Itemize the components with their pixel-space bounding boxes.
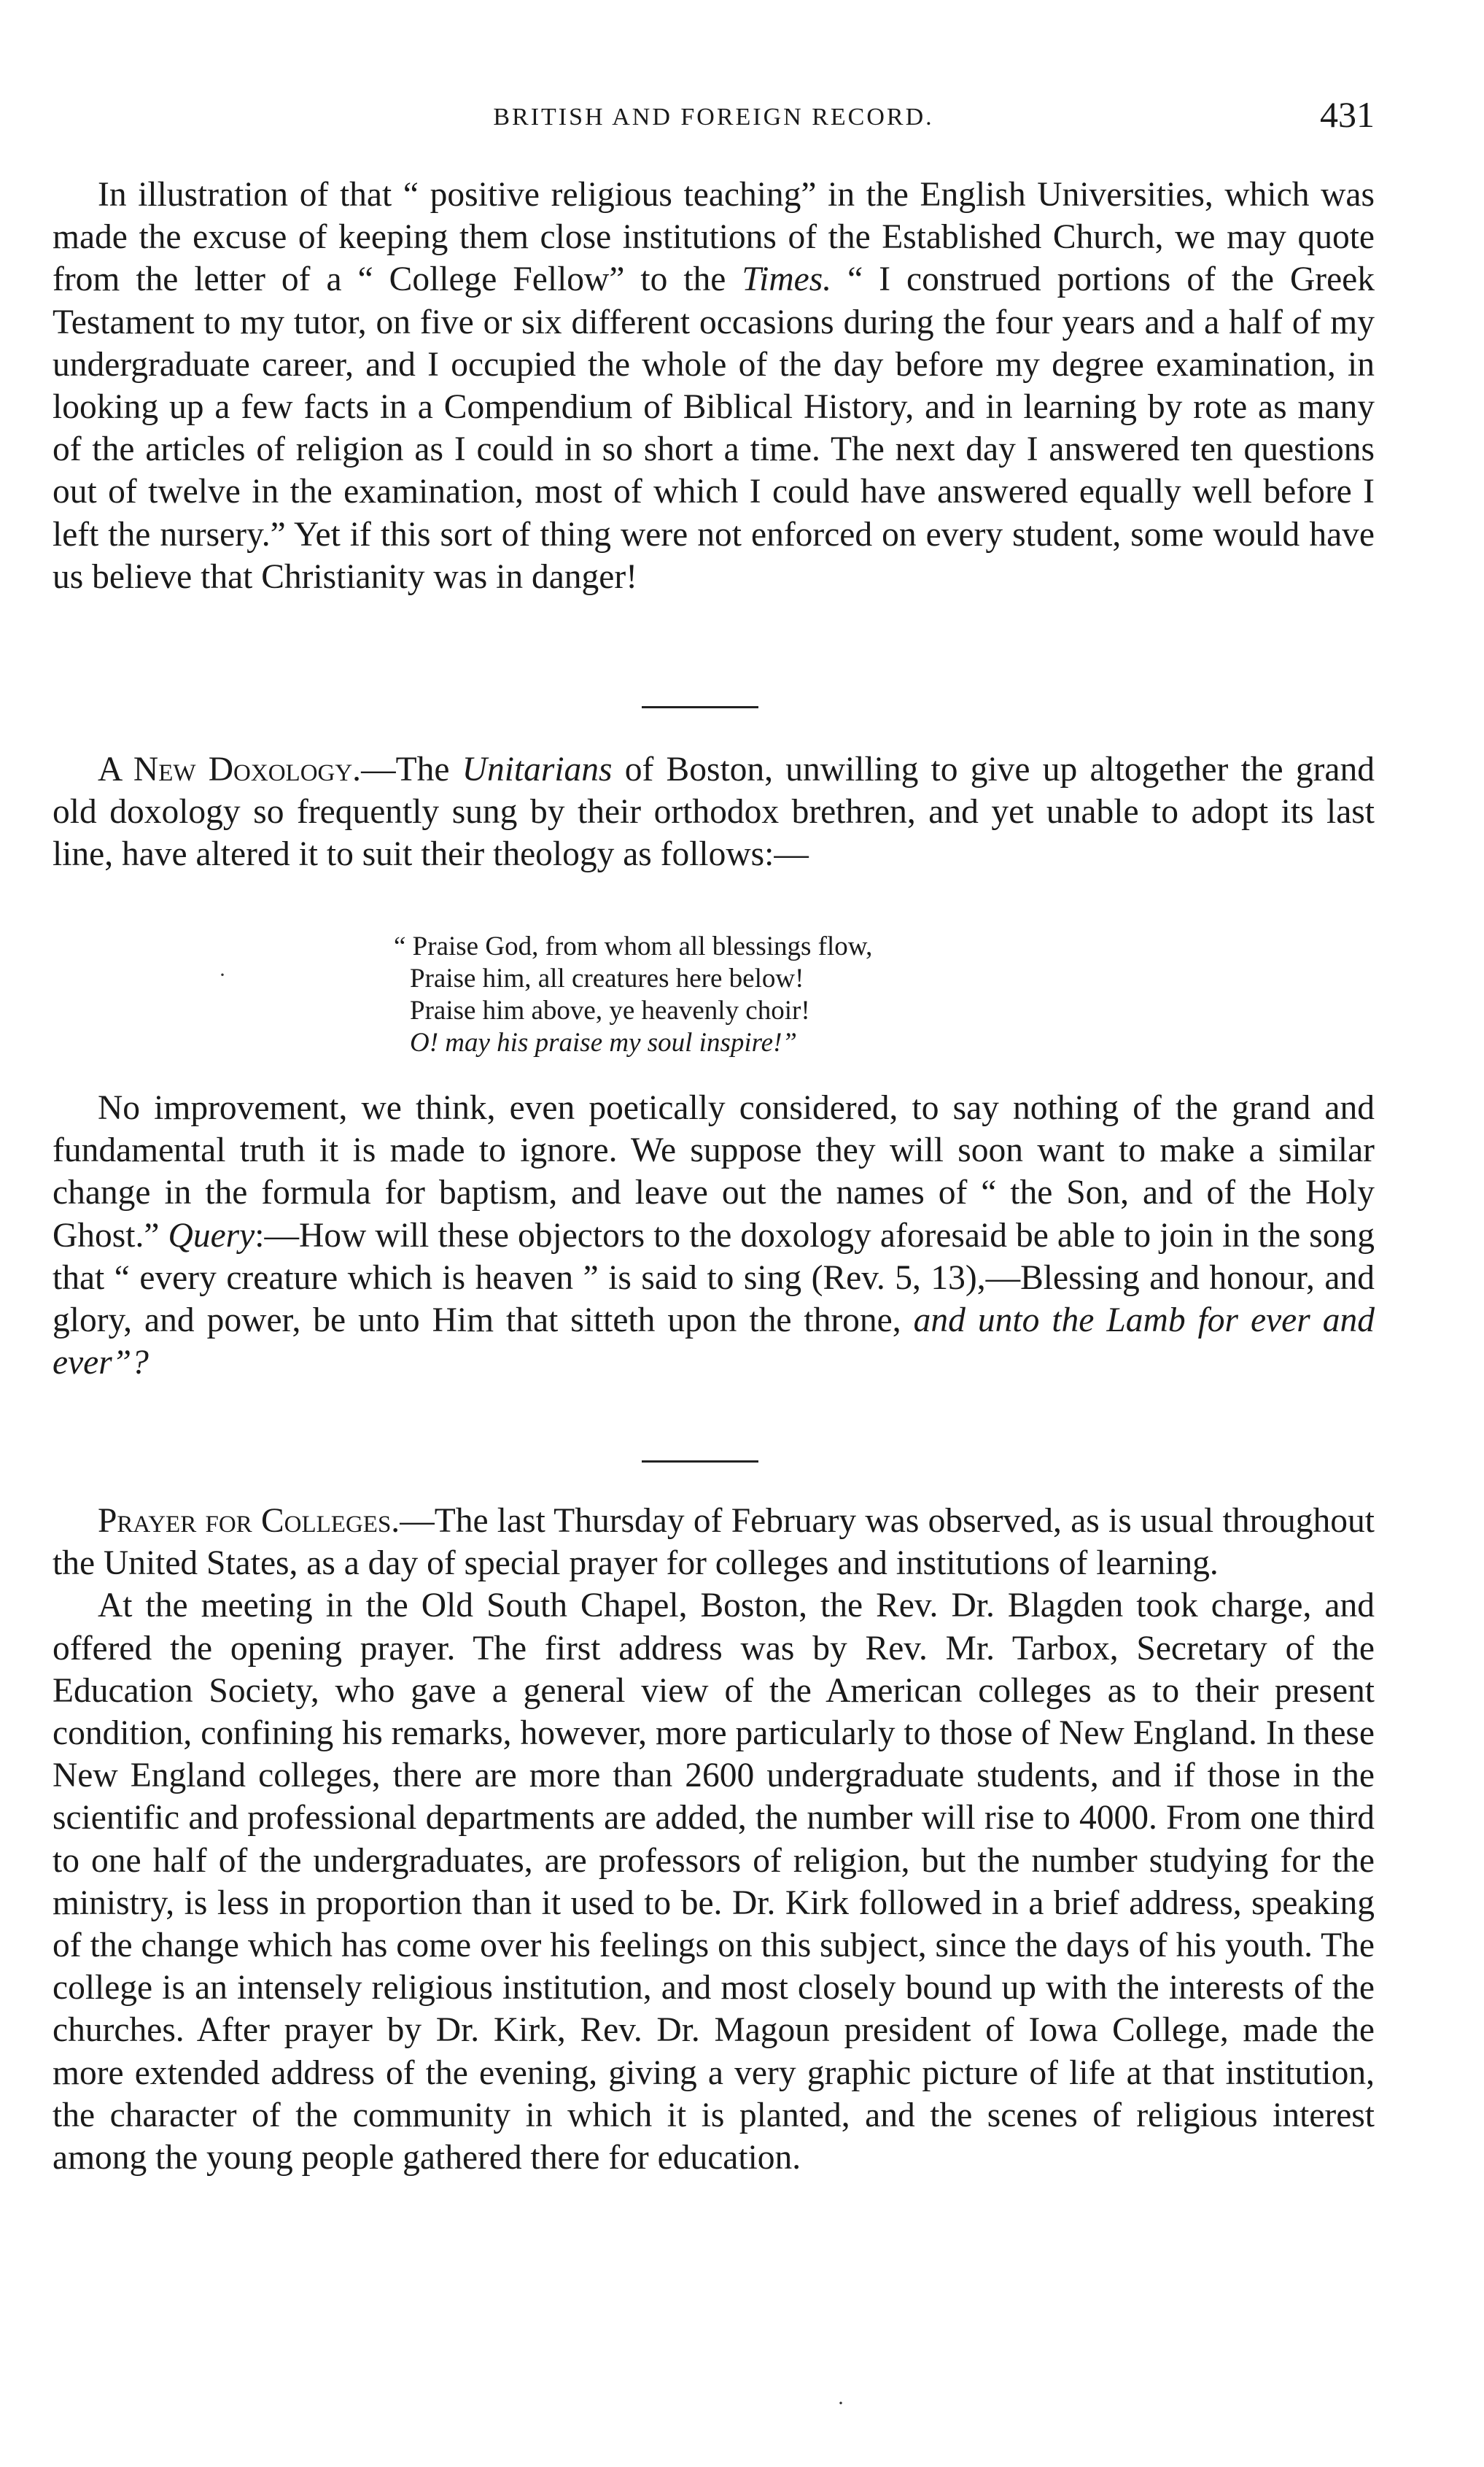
doxology-intro-paragraph: A New Doxology.—The Unitarians of Boston, unwilling to give up altogether the grand old doxology so frequently sung by their orthodox brethren, and yet unable to adopt its last line, have altered it to suit their theology as follows:— [53, 751, 1375, 874]
prayer-heading: Prayer for Colleges. [98, 1502, 400, 1540]
page-header [53, 93, 1375, 144]
section-divider-1 [642, 706, 758, 708]
page-number: 431 [1320, 94, 1375, 135]
doxology-heading: A New Doxology. [98, 751, 362, 789]
doxology-comment-paragraph: No improvement, we think, even poetically considered, to say nothing of the grand and fundamental truth it is made to ignore. We suppose they will soon want to make a similar change in the formula for baptism, and leave out the names of “ the Son, and of the Holy Ghost.” Query:—How will these objectors to the doxology aforesaid be able to join in the song that “ every creature which is heaven ” is said to sing (Rev. 5, 13),—Blessing and honour, and glory, and power, be unto Him that sitteth upon the throne, and unto the Lamb for ever and ever”? [53, 1089, 1375, 1382]
query-word: Query [168, 1216, 255, 1255]
verse-line-1: “ Praise God, from whom all blessings flow, [394, 932, 873, 961]
verse-line-3: Praise him above, ye heavenly choir! [410, 996, 810, 1026]
section-prayer-colleges [53, 1500, 1375, 2179]
verse-line-2: Praise him, all creatures here below! [410, 964, 804, 994]
running-title: BRITISH AND FOREIGN RECORD. [493, 104, 934, 131]
verse-line-4: O! may his praise my soul inspire!” [410, 1028, 797, 1058]
closing-phrase: and unto the Lamb for ever and ever”? [53, 1301, 1375, 1382]
unitarians-word: Unitarians [462, 751, 613, 789]
section-doxology [53, 748, 1375, 876]
stray-mark: · [219, 963, 226, 987]
doxology-verse [394, 931, 872, 1059]
section-universities [53, 174, 1375, 598]
prayer-intro-paragraph: Prayer for Colleges.—The last Thursday of February was observed, as is usual throughout the United States, as a day of special prayer for colleges and institutions of learning. [53, 1502, 1375, 1583]
universities-paragraph: In illustration of that “ positive religious teaching” in the English Universities, which was made the excuse of keeping them close institutions of the Established Church, we may quote from the letter of a “ College Fellow” to the Times. “ I construed portions of the Greek Testament to my tutor, on five or six different occasions during the four years and a half of my undergraduate career, and I occupied the whole of the day before my degree examination, in looking up a few facts in a Compendium of Biblical History, and in learning by rote as many of the articles of religion as I could in so short a time. The next day I answered ten questions out of twelve in the examination, most of which I could have answered equally well before I left the nursery.” Yet if this sort of thing were not enforced on every student, some would have us believe that Christianity was in danger! [53, 176, 1375, 596]
section-divider-2 [642, 1460, 758, 1463]
prayer-meeting-paragraph: At the meeting in the Old South Chapel, Boston, the Rev. Dr. Blagden took charge, and offered the opening prayer. The first address was by Rev. Mr. Tarbox, Secretary of the Education Society, who gave a general view of the American colleges as to their present condition, confining his remarks, however, more particularly to those of New England. In these New England colleges, there are more than 2600 undergraduate students, and if those in the scientific and professional departments are added, the number will rise to 4000. From one third to one half of the undergraduates, are professors of religion, but the number studying for the ministry, is less in proportion than it used to be. Dr. Kirk followed in a brief address, speaking of the change which has come over his feelings on this subject, since the days of his youth. The college is an intensely religious institution, and most closely bound up with the interests of the churches. After prayer by Dr. Kirk, Rev. Dr. Magoun president of Iowa College, made the more extended address of the evening, giving a very graphic picture of life at that institution, the character of the community in which it is planted, and the scenes of religious interest among the young people gathered there for education. [53, 1587, 1375, 2177]
section-doxology-comment [53, 1087, 1375, 1384]
stray-mark-bottom: · [837, 2391, 844, 2415]
times-reference: Times. [742, 260, 832, 299]
